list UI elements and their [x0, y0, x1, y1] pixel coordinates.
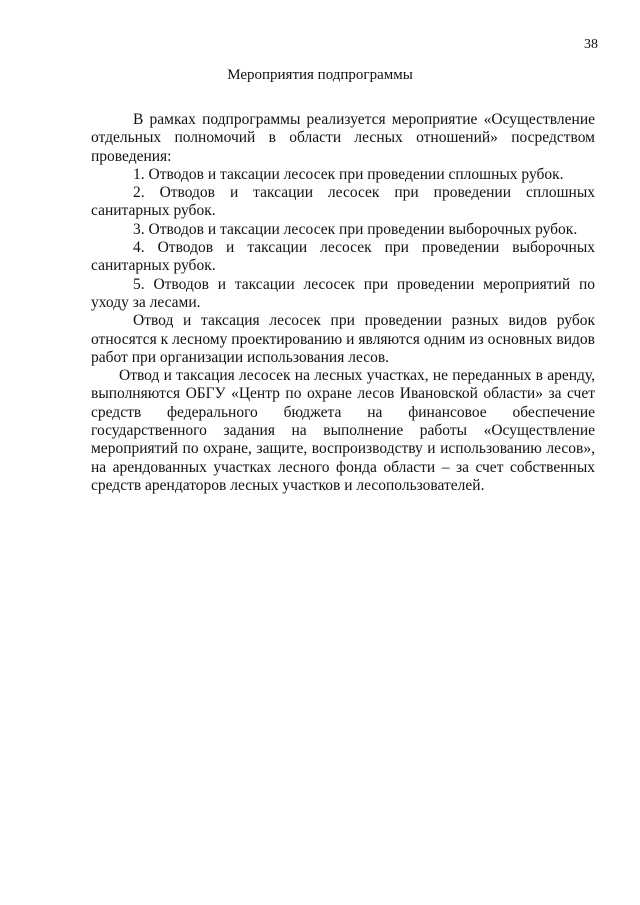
document-body	[91, 111, 595, 495]
page-title: Мероприятия подпрограммы	[227, 67, 413, 83]
forest-design-paragraph: Отвод и таксация лесосек при проведении разных видов рубок относятся к лесному проектированию и являются одним из основных видов работ при организации использования лесов.	[91, 312, 595, 366]
list-item-3: 3. Отводов и таксации лесосек при проведении выборочных рубок.	[133, 220, 578, 238]
list-item-2: 2. Отводов и таксации лесосек при проведении сплошных санитарных рубок.	[91, 184, 595, 220]
page-number: 38	[584, 37, 598, 52]
list-item-1: 1. Отводов и таксации лесосек при проведении сплошных рубок.	[133, 165, 564, 183]
list-item-5: 5. Отводов и таксации лесосек при проведении мероприятий по уходу за лесами.	[91, 275, 595, 311]
funding-paragraph: Отвод и таксация лесосек на лесных участках, не переданных в аренду, выполняются ОБГУ «Центр по охране лесов Ивановской области» за счет средств федерального бюджета на финансовое обеспечение государственного задания на выполнение работы «Осуществление мероприятий по охране, защите, воспроизводству и использованию лесов», на арендованных участках лесного фонда области – за счет собственных средств арендаторов лесных участков и лесопользователей.	[91, 367, 595, 494]
intro-paragraph: В рамках подпрограммы реализуется мероприятие «Осуществление отдельных полномочий в области лесных отношений» посредством проведения:	[91, 111, 595, 165]
list-item-4: 4. Отводов и таксации лесосек при проведении выборочных санитарных рубок.	[91, 239, 595, 275]
